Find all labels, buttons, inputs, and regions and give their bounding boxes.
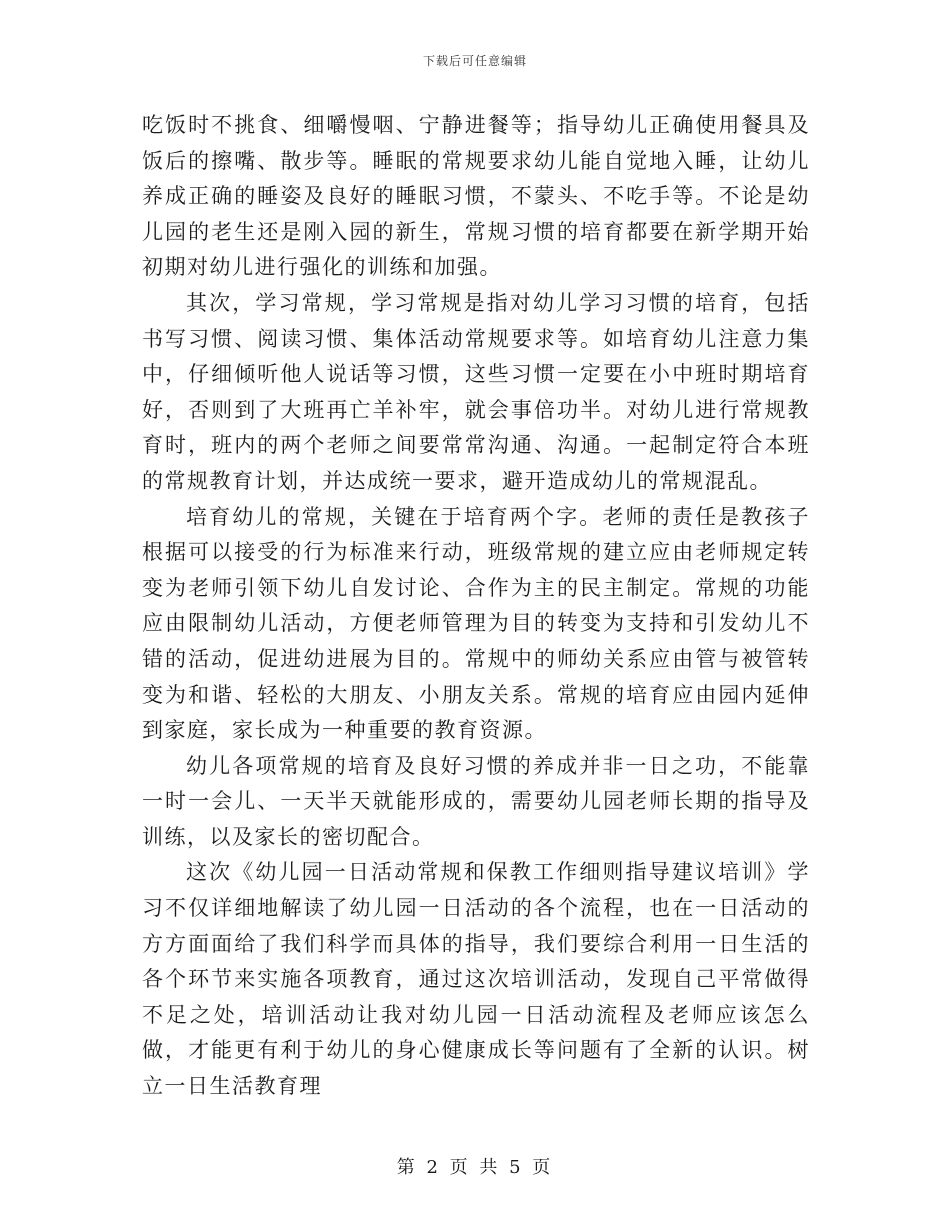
paragraph-4: 幼儿各项常规的培育及良好习惯的养成并非一日之功，不能靠一时一会儿、一天半天就能形成的，需要幼儿园老师长期的指导及训练，以及家长的密切配合。 (142, 753, 810, 849)
paragraph-1: 吃饭时不挑食、细嚼慢咽、宁静进餐等；指导幼儿正确使用餐具及饭后的擦嘴、散步等。睡眠的常规要求幼儿能自觉地入睡，让幼儿养成正确的睡姿及良好的睡眠习惯，不蒙头、不吃手等。不论是幼儿园的老生还是刚入园的新生，常规习惯的培育都要在新学期开始初期对幼儿进行强化的训练和加强。 (142, 113, 810, 280)
paragraph-3: 培育幼儿的常规，关键在于培育两个字。老师的责任是教孩子根据可以接受的行为标准来行动，班级常规的建立应由老师规定转变为老师引领下幼儿自发讨论、合作为主的民主制定。常规的功能应由限制幼儿活动，方便老师管理为目的转变为支持和引发幼儿不错的活动，促进幼进展为目的。常规中的师幼关系应由管与被管转变为和谐、轻松的大朋友、小朋友关系。常规的培育应由园内延伸到家庭，家长成为一种重要的教育资源。 (142, 504, 810, 743)
paragraph-5: 这次《幼儿园一日活动常规和保教工作细则指导建议培训》学习不仅详细地解读了幼儿园一日活动的各个流程，也在一日活动的方方面面给了我们科学而具体的指导，我们要综合利用一日生活的各个环节来实施各项教育，通过这次培训活动，发现自己平常做得不足之处，培训活动让我对幼儿园一日活动流程及老师应该怎么做，才能更有利于幼儿的身心健康成长等问题有了全新的认识。树立一日生活教育理 (142, 860, 810, 1099)
page-number-footer: 第 2 页 共 5 页 (396, 1157, 554, 1178)
document-body (142, 108, 810, 1105)
page-header: 下载后可任意编辑 (422, 54, 527, 68)
paragraph-2: 其次，学习常规，学习常规是指对幼儿学习习惯的培育，包括书写习惯、阅读习惯、集体活动常规要求等。如培育幼儿注意力集中，仔细倾听他人说话等习惯，这些习惯一定要在小中班时期培育好，否则到了大班再亡羊补牢，就会事倍功半。对幼儿进行常规教育时，班内的两个老师之间要常常沟通、沟通。一起制定符合本班的常规教育计划，并达成统一要求，避开造成幼儿的常规混乱。 (142, 290, 810, 493)
